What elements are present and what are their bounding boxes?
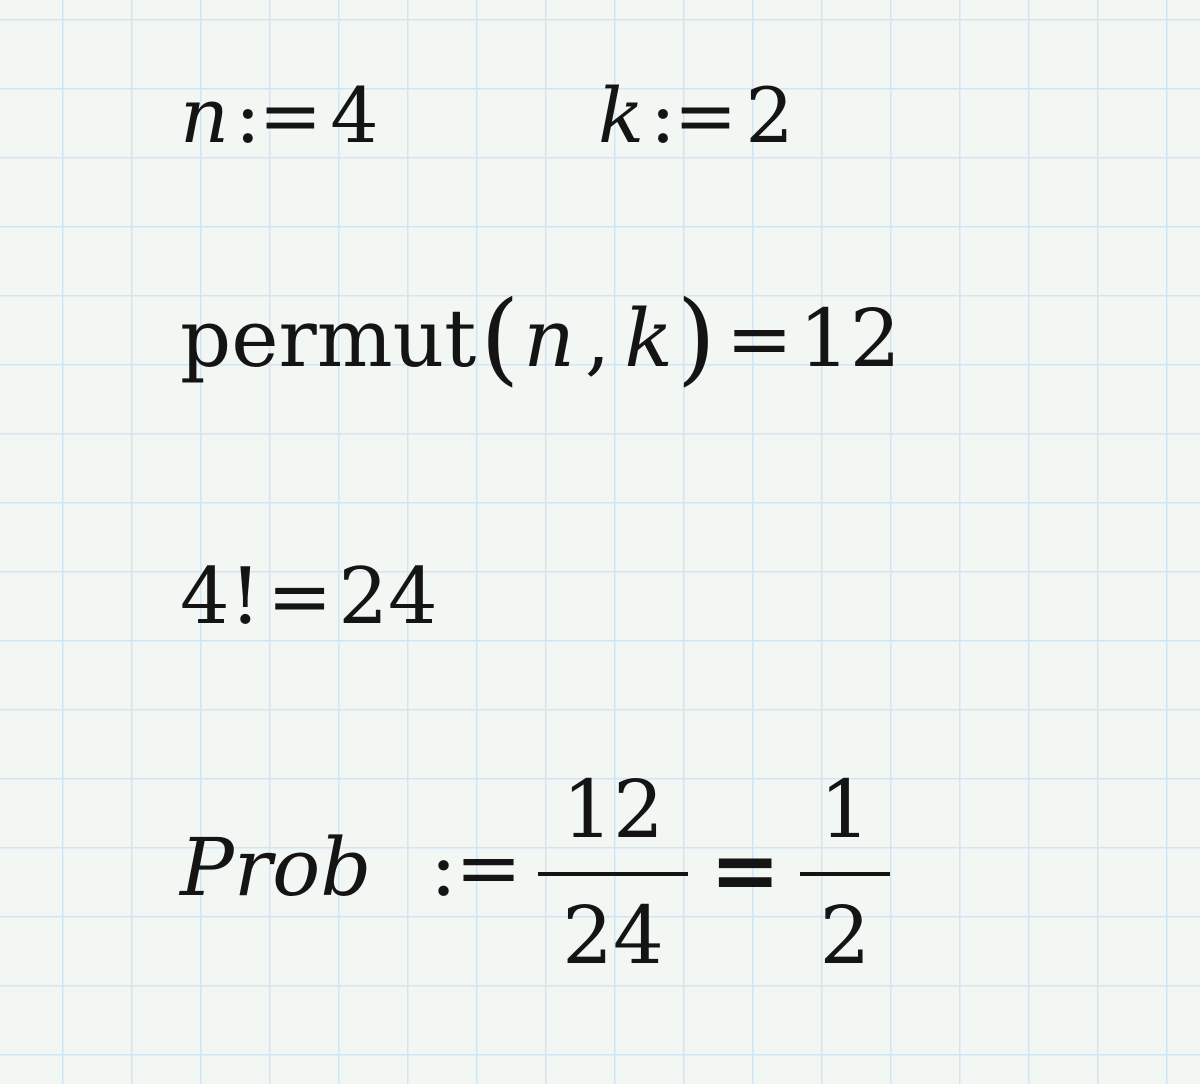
assign-operator: :=	[650, 71, 736, 160]
symbolic-eval-operator: =	[710, 821, 781, 919]
math-region-probability[interactable]	[180, 763, 940, 1010]
variable-prob: Prob	[180, 821, 372, 914]
argument-separator: ,	[584, 292, 611, 385]
fraction-result	[800, 763, 890, 982]
math-region-define-k[interactable]	[598, 71, 794, 160]
fraction-input	[538, 763, 688, 982]
result-numerator: 1	[819, 763, 871, 856]
math-region-factorial[interactable]	[180, 552, 438, 642]
factorial-expression: 4!	[180, 552, 261, 642]
function-name-permut: permut	[180, 292, 477, 385]
factorial-result: 24	[338, 552, 438, 642]
fraction-numerator: 12	[562, 763, 664, 856]
assign-operator: :=	[430, 821, 520, 914]
argument-n: n	[523, 292, 575, 385]
math-region-permut[interactable]	[180, 279, 901, 396]
value-n: 4	[330, 71, 379, 160]
eval-operator: =	[725, 292, 793, 385]
fraction-bar	[538, 872, 688, 876]
fraction-bar	[800, 872, 890, 876]
assign-operator: :=	[234, 71, 321, 160]
variable-k: k	[598, 71, 645, 160]
variable-n: n	[180, 71, 229, 160]
permut-result: 12	[798, 292, 901, 385]
value-k: 2	[745, 71, 794, 160]
fraction-denominator: 24	[562, 889, 664, 982]
result-denominator: 2	[819, 889, 871, 982]
math-region-define-n[interactable]	[180, 71, 379, 160]
argument-k: k	[624, 292, 673, 385]
close-paren: )	[676, 279, 716, 396]
eval-operator: =	[266, 552, 333, 642]
open-paren: (	[480, 279, 520, 396]
